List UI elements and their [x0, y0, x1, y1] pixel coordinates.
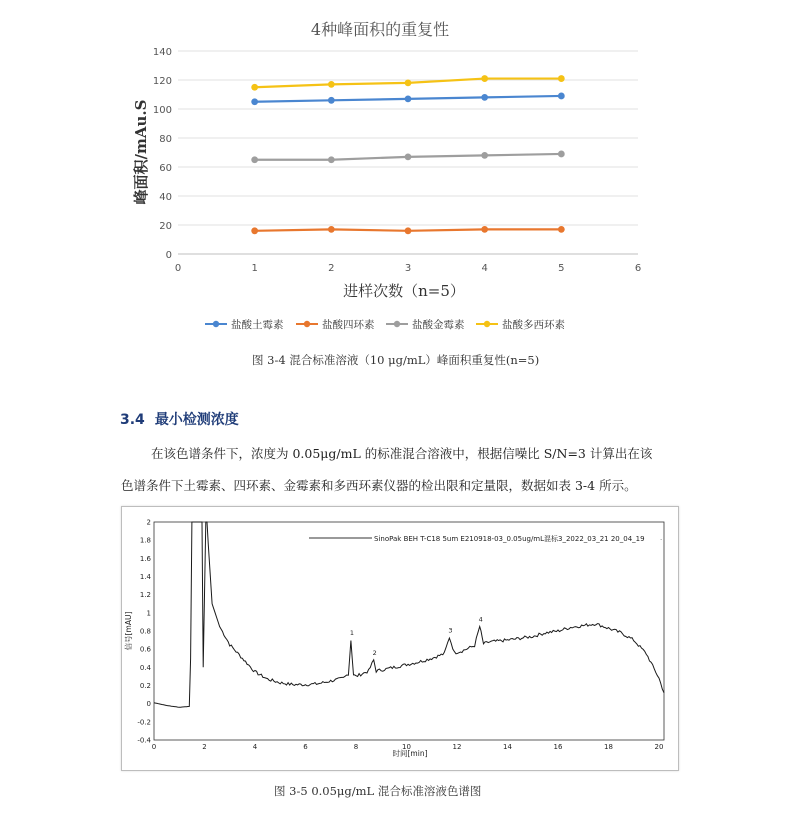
- x-tick-label: 2: [328, 263, 335, 274]
- y-tick-label: 1: [146, 609, 151, 618]
- y-tick-label: 60: [159, 163, 172, 174]
- x-tick-label: 0: [174, 263, 182, 274]
- x-tick-label: 3: [404, 263, 412, 274]
- chart2-legend-marker: .: [660, 534, 663, 542]
- y-tick-label: 0: [165, 250, 172, 261]
- chart2-y-axis-label: 信号[mAU]: [124, 611, 133, 651]
- chart2-plot-border: [154, 522, 664, 740]
- chart1-y-axis-label: 峰面积/mAu.S: [132, 99, 150, 205]
- y-tick-label: 120: [152, 76, 172, 87]
- x-tick-label: 1: [251, 263, 258, 274]
- chart2-y-tick-labels: [137, 519, 151, 745]
- chart1-x-axis-label: 进样次数（n=5）: [343, 282, 465, 300]
- chromatogram-trace: [154, 522, 664, 707]
- x-tick-label: 12: [452, 743, 462, 751]
- y-tick-label: 0.2: [139, 682, 151, 690]
- paragraph-line-2: 色谱条件下土霉素、四环素、金霉素和多西环素仪器的检出限和定量限，数据如表 3-4 所示。: [121, 478, 637, 493]
- x-tick-label: 16: [553, 743, 563, 751]
- y-tick-label: -0.4: [137, 736, 151, 745]
- section-number: 3.4: [120, 412, 145, 428]
- peak-label: 3: [448, 626, 453, 635]
- x-tick-label: 4: [481, 263, 488, 274]
- section-title: 最小检测浓度: [154, 412, 239, 428]
- y-tick-label: 1.6: [139, 554, 151, 563]
- x-tick-label: 20: [654, 743, 664, 751]
- x-tick-label: 14: [503, 743, 512, 751]
- peak-label: 1: [349, 629, 355, 638]
- chart2-x-axis-label: 时间[min]: [392, 749, 428, 758]
- y-tick-label: 80: [159, 134, 172, 145]
- y-tick-label: 0: [146, 700, 151, 709]
- x-tick-label: 2: [202, 743, 207, 751]
- y-tick-label: 1.4: [139, 573, 151, 581]
- y-tick-label: 140: [152, 47, 172, 58]
- x-tick-label: 18: [603, 743, 613, 751]
- y-tick-label: 2: [146, 518, 151, 527]
- x-tick-label: 4: [252, 743, 258, 751]
- peak-label: 2: [372, 649, 377, 658]
- x-tick-label: 8: [353, 743, 359, 751]
- paragraph-line-1: 在该色谱条件下，浓度为 0.05μg/mL 的标准混合溶液中，根据信噪比 S/N=3 计算出在该: [151, 446, 653, 461]
- y-tick-label: 0.6: [139, 645, 151, 654]
- x-tick-label: 5: [558, 263, 565, 274]
- legend-entry-label: 盐酸金霉素: [412, 319, 465, 331]
- y-tick-label: 20: [159, 221, 172, 232]
- y-tick-label: 0.8: [139, 627, 151, 636]
- peak-label: 4: [478, 615, 483, 624]
- legend-entry-label: 盐酸土霉素: [231, 319, 284, 331]
- y-tick-label: 40: [159, 192, 172, 203]
- x-tick-label: 0: [151, 743, 157, 751]
- x-tick-label: 10: [402, 743, 411, 751]
- y-tick-label: 1.8: [139, 536, 151, 545]
- y-tick-label: 0.4: [139, 663, 151, 672]
- chart2-legend-label: SinoPak BEH T-C18 5um E210918-03_0.05ug/mL混标3_2022_03_21 20_04_19: [374, 535, 645, 543]
- x-tick-label: 6: [634, 263, 642, 274]
- figure-3-4-caption: 图 3-4 混合标准溶液（10 μg/mL）峰面积重复性(n=5): [252, 353, 540, 367]
- y-tick-label: -0.2: [137, 718, 151, 727]
- legend-entry-label: 盐酸四环素: [322, 319, 375, 331]
- chart1-title: 4种峰面积的重复性: [310, 20, 450, 39]
- x-tick-label: 6: [303, 743, 308, 751]
- y-tick-label: 1.2: [139, 591, 151, 600]
- y-tick-label: 100: [152, 105, 172, 116]
- legend-entry-label: 盐酸多西环素: [502, 319, 565, 331]
- figure-3-5-caption: 图 3-5 0.05μg/mL 混合标准溶液色谱图: [274, 784, 482, 798]
